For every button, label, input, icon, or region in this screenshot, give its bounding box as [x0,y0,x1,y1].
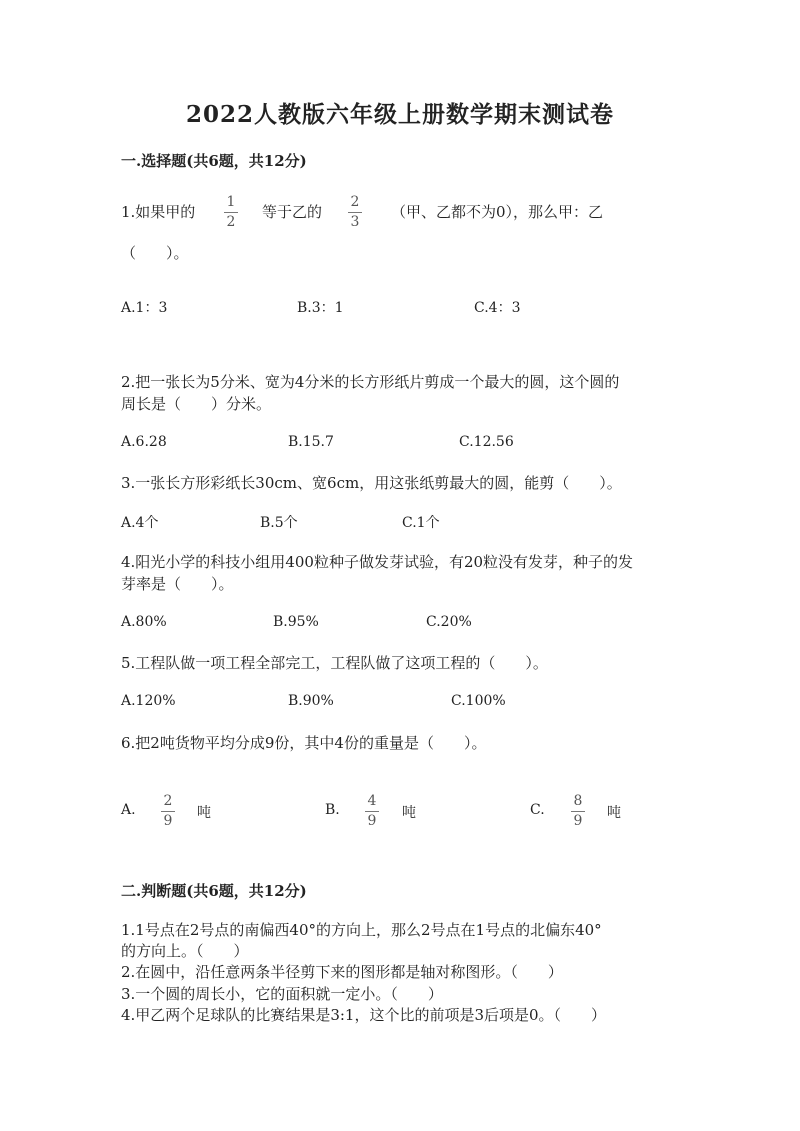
judge-4: 4.甲乙两个足球队的比赛结果是3:1，这个比的前项是3后项是0。（ ） [121,1006,607,1024]
q6-option-a-label: A. [121,802,136,818]
q6-option-a-fraction [161,793,175,830]
q3-option-b: B.5个 [260,515,298,531]
q3-option-c: C.1个 [402,515,440,531]
q6-option-c-label: C. [530,802,545,818]
fraction-bar [571,811,585,812]
q6-option-b-fraction [365,793,379,830]
page-title: 2022人教版六年级上册数学期末测试卷 [185,101,614,128]
judge-1-line-1: 1.1号点在2号点的南偏西40°的方向上，那么2号点在1号点的北偏东40° [121,921,602,939]
q6-option-b-unit: 吨 [402,805,416,821]
q6-option-b-label: B. [325,802,340,818]
section-heading-judgement: 二.判断题(共6题，共12分) [121,882,307,900]
fraction-bar [224,212,238,213]
q2-line-1: 2.把一张长为5分米、宽为4分米的长方形纸片剪成一个最大的圆，这个圆的 [121,373,620,391]
q6-option-a-unit: 吨 [197,805,211,821]
q6-a-numerator: 2 [163,793,173,809]
q6-a-denominator: 9 [163,813,173,829]
q2-option-a: A.6.28 [121,434,167,450]
judge-1-line-2: 的方向上。（ ） [121,942,249,960]
q1-fraction-1 [224,194,238,231]
q5-option-a: A.120% [121,693,176,709]
q2-option-b: B.15.7 [288,434,334,450]
q6-option-c-fraction [571,793,585,830]
q1-option-a: A.1：3 [121,300,168,316]
q2-option-c: C.12.56 [459,434,514,450]
q6-line-1: 6.把2吨货物平均分成9份，其中4份的重量是（ ）。 [121,734,487,752]
q1-frac2-denominator: 3 [350,214,360,230]
q5-option-b: B.90% [288,693,334,709]
q1-text-b: 等于乙的 [262,203,323,221]
q6-b-denominator: 9 [367,813,377,829]
q2-line-2: 周长是（ ）分米。 [121,395,272,413]
q1-blank-line: （ ）。 [121,244,189,262]
q6-option-c-unit: 吨 [607,805,621,821]
q6-c-numerator: 8 [573,793,583,809]
q1-frac2-numerator: 2 [350,194,360,210]
q3-line-1: 3.一张长方形彩纸长30cm、宽6cm，用这张纸剪最大的圆，能剪（ ）。 [121,474,622,492]
q4-option-c: C.20% [426,614,472,630]
q1-frac1-denominator: 2 [226,214,236,230]
fraction-bar [348,212,362,213]
q1-text-a: 1.如果甲的 [121,203,196,221]
q6-c-denominator: 9 [573,813,583,829]
q4-line-1: 4.阳光小学的科技小组用400粒种子做发芽试验，有20粒没有发芽，种子的发 [121,553,634,571]
q4-option-a: A.80% [121,614,167,630]
q6-b-numerator: 4 [367,793,377,809]
q1-fraction-2 [348,194,362,231]
q4-line-2: 芽率是（ ）。 [121,575,234,593]
q5-line-1: 5.工程队做一项工程全部完工，工程队做了这项工程的（ ）。 [121,654,548,672]
q1-option-b: B.3：1 [297,300,344,316]
q5-option-c: C.100% [451,693,506,709]
q4-option-b: B.95% [273,614,319,630]
q3-option-a: A.4个 [121,515,159,531]
q1-frac1-numerator: 1 [226,194,236,210]
fraction-bar [161,811,175,812]
section-heading-choice: 一.选择题(共6题，共12分) [121,152,307,170]
q1-option-c: C.4：3 [474,300,521,316]
q1-text-c: （甲、乙都不为0），那么甲：乙 [391,203,604,221]
judge-2: 2.在圆中，沿任意两条半径剪下来的图形都是轴对称图形。（ ） [121,963,563,981]
fraction-bar [365,811,379,812]
judge-3: 3.一个圆的周长小，它的面积就一定小。（ ） [121,985,443,1003]
